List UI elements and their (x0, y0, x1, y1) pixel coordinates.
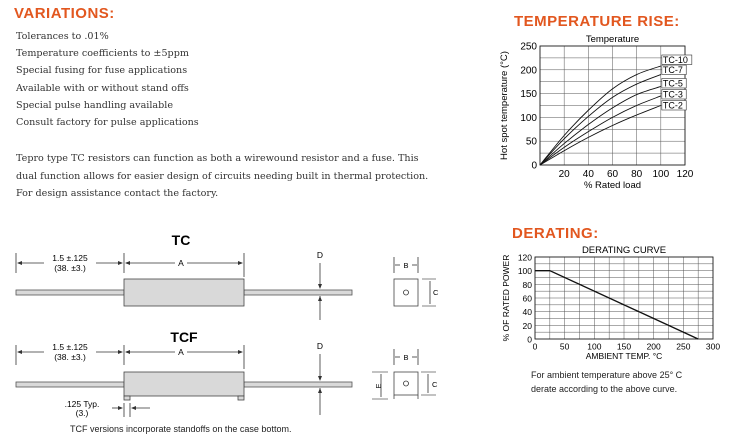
list-item: Special pulse handling available (16, 99, 174, 111)
derating-note-line: For ambient temperature above 25° C (531, 370, 683, 380)
tcf-standoff-in: .125 Typ. (64, 399, 100, 409)
tc-drawing (0, 225, 450, 325)
temperature-rise-heading: TEMPERATURE RISE: (514, 13, 680, 30)
tcf-title: TCF (170, 329, 198, 345)
derating-chart (495, 240, 745, 370)
paragraph-line: For design assistance contact the factory. (16, 188, 219, 199)
tcf-drawing (0, 325, 450, 435)
x-tick-label: 100 (587, 341, 602, 352)
tcf-lead-dim-in: 1.5 ±.125 (52, 342, 88, 352)
y-tick-label: 50 (525, 136, 537, 148)
x-tick-label: 100 (652, 169, 670, 180)
list-item: Consult factory for pulse applications (16, 116, 199, 128)
chart-title: Temperature (585, 34, 640, 45)
y-tick-label: 250 (520, 41, 537, 53)
y-tick-label: 120 (517, 252, 532, 263)
y-tick-label: 100 (520, 112, 537, 124)
temperature-rise-chart (495, 28, 745, 198)
y-tick-label: 150 (520, 89, 537, 101)
tc-dim-d: D (316, 250, 324, 260)
chart-title: DERATING CURVE (581, 245, 667, 256)
series-line (540, 106, 661, 166)
y-tick-label: 60 (522, 293, 532, 304)
variations-heading: VARIATIONS: (14, 5, 115, 22)
x-axis-label: AMBIENT TEMP. °C (585, 351, 663, 361)
y-tick-label: 200 (520, 65, 537, 77)
series-label: TC-3 (662, 89, 683, 100)
tcf-dim-c: C (432, 380, 438, 389)
series-label: TC-5 (662, 78, 683, 89)
x-tick-label: 120 (676, 169, 694, 180)
y-tick-label: 80 (522, 279, 532, 290)
x-tick-label: 300 (705, 341, 721, 352)
tc-dim-a: A (178, 258, 184, 268)
description-paragraph (16, 150, 429, 203)
y-tick-label: 0 (531, 160, 537, 172)
tcf-lead-dim-mm: (38. ±3.) (54, 352, 86, 362)
x-tick-label: 150 (616, 341, 632, 352)
y-axis-label: % OF RATED POWER (501, 254, 511, 342)
y-tick-label: 20 (522, 320, 532, 331)
y-tick-label: 0 (527, 334, 532, 345)
y-tick-label: 100 (517, 266, 532, 277)
x-tick-label: 0 (532, 341, 538, 352)
list-item: Special fusing for fuse applications (16, 65, 188, 77)
tc-dim-c: C (433, 288, 439, 297)
tc-lead-dim-in: 1.5 ±.125 (52, 253, 88, 263)
paragraph-line: dual function allows for easier design of circuits needing built in thermal protection. (16, 170, 429, 182)
derating-note (531, 368, 682, 396)
features-list (16, 28, 199, 131)
tcf-dim-a: A (178, 347, 184, 357)
x-tick-label: 200 (646, 341, 661, 352)
tc-lead-dim-mm: (38. ±3.) (54, 263, 86, 273)
series-label: TC-7 (662, 65, 683, 76)
x-tick-label: 80 (631, 169, 643, 180)
list-item: Tolerances to .01% (16, 31, 109, 42)
chart-grid (535, 257, 713, 339)
paragraph-line: Tepro type TC resistors can function as both a wirewound resistor and a fuse. This (16, 153, 419, 164)
tcf-standoff-mm: (3.) (75, 408, 89, 418)
tcf-dim-b: B (403, 353, 409, 362)
y-tick-label: 40 (522, 307, 532, 318)
tcf-dim-d: D (316, 341, 324, 351)
tc-title: TC (171, 232, 191, 248)
derating-note-line: derate according to the above curve. (531, 384, 678, 394)
series-label: TC-10 (662, 54, 688, 65)
series-label: TC-2 (662, 100, 683, 111)
x-tick-label: 50 (559, 341, 570, 352)
tc-dim-b: B (403, 261, 409, 270)
derating-heading: DERATING: (512, 225, 599, 242)
x-tick-label: 60 (606, 169, 619, 180)
list-item: Available with or without stand offs (16, 82, 189, 94)
tcf-dim-e: E (374, 383, 383, 389)
x-tick-label: 20 (558, 169, 570, 180)
x-tick-label: 250 (676, 341, 691, 352)
tcf-footnote: TCF versions incorporate standoffs on the case bottom. (70, 424, 292, 434)
x-axis-label: % Rated load (583, 180, 642, 191)
y-axis-label: Hot spot temperature (°C) (499, 51, 510, 160)
x-tick-label: 40 (582, 169, 594, 180)
list-item: Temperature coefficients to ±5ppm (16, 48, 189, 60)
